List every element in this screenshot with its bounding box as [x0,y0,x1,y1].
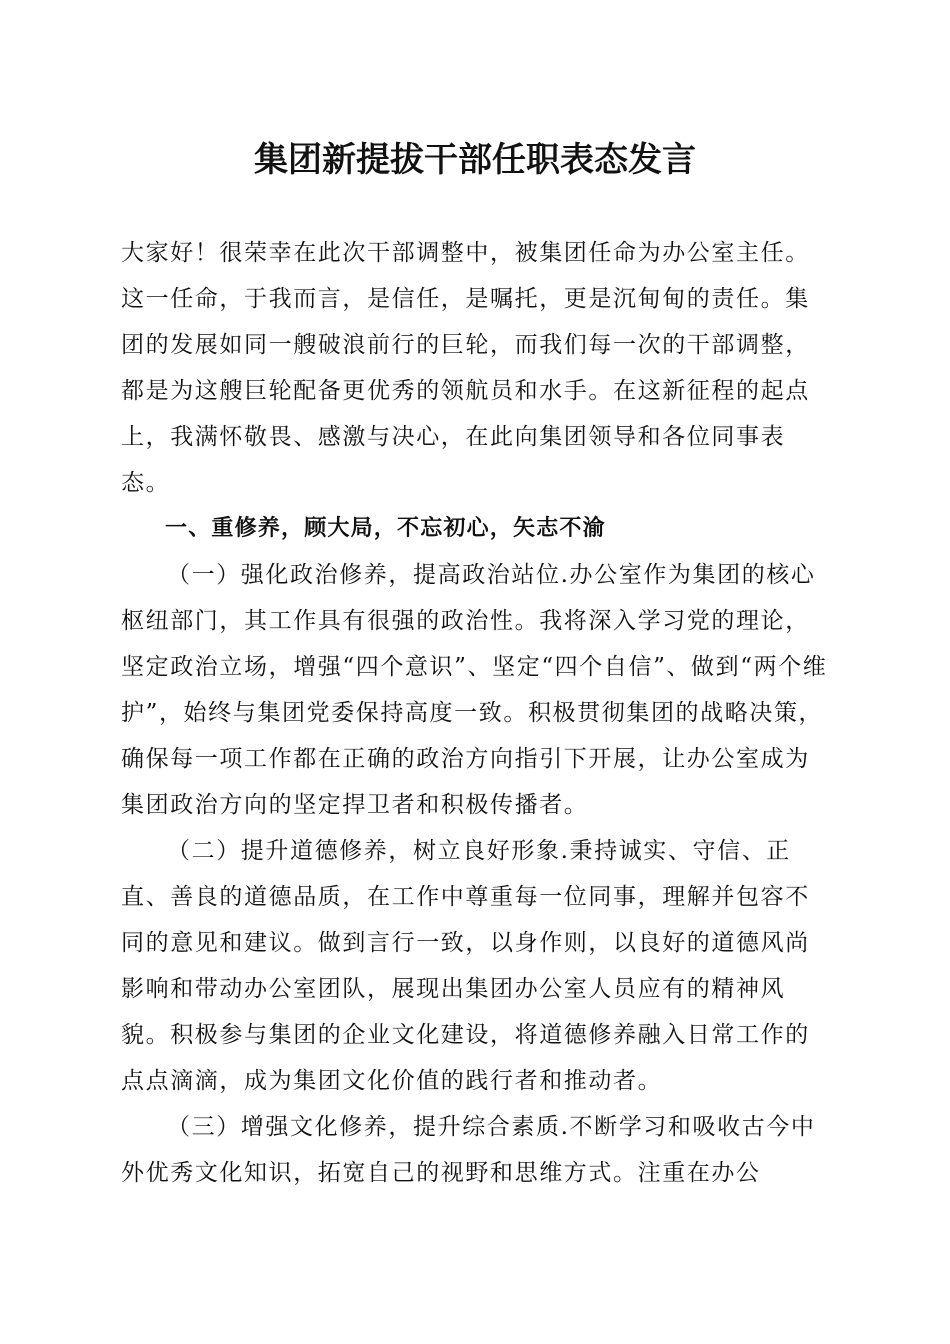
document-body [121,230,831,1196]
section-heading-1: 一、重修养，顾大局，不忘初心，矢志不渝 [165,516,606,541]
paragraph-2: （二）提升道德修养，树立良好形象.秉持诚实、守信、正直、善良的道德品质，在工作中尊重每一位同事，理解并包容不同的意见和建议。做到言行一致，以身作则，以良好的道德风尚影响和带动办公室团队，展现出集团办公室人员应有的精神风貌。积极参与集团的企业文化建设，将道德修养融入日常工作的点点滴滴，成为集团文化价值的践行者和推动者。 [121,838,810,1094]
intro-paragraph: 大家好！很荣幸在此次干部调整中，被集团任命为办公室主任。这一任命，于我而言，是信任，是嘱托，更是沉甸甸的责任。集团的发展如同一艘破浪前行的巨轮，而我们每一次的干部调整，都是为这艘巨轮配备更优秀的领航员和水手。在这新征程的起点上，我满怀敬畏、感激与决心，在此向集团领导和各位同事表态。 [121,240,810,496]
document-title: 集团新提拔干部任职表态发言 [254,140,696,180]
paragraph-3: （三）增强文化修养，提升综合素质.不断学习和吸收古今中外优秀文化知识，拓宽自己的视野和思维方式。注重在办公 [121,1114,816,1186]
paragraph-1: （一）强化政治修养，提高政治站位.办公室作为集团的核心枢纽部门，其工作具有很强的政治性。我将深入学习党的理论，坚定政治立场，增强“四个意识”、坚定“四个自信”、做到“两个维护”，始终与集团党委保持高度一致。积极贯彻集团的战略决策，确保每一项工作都在正确的政治方向指引下开展，让办公室成为集团政治方向的坚定捍卫者和积极传播者。 [121,562,828,818]
